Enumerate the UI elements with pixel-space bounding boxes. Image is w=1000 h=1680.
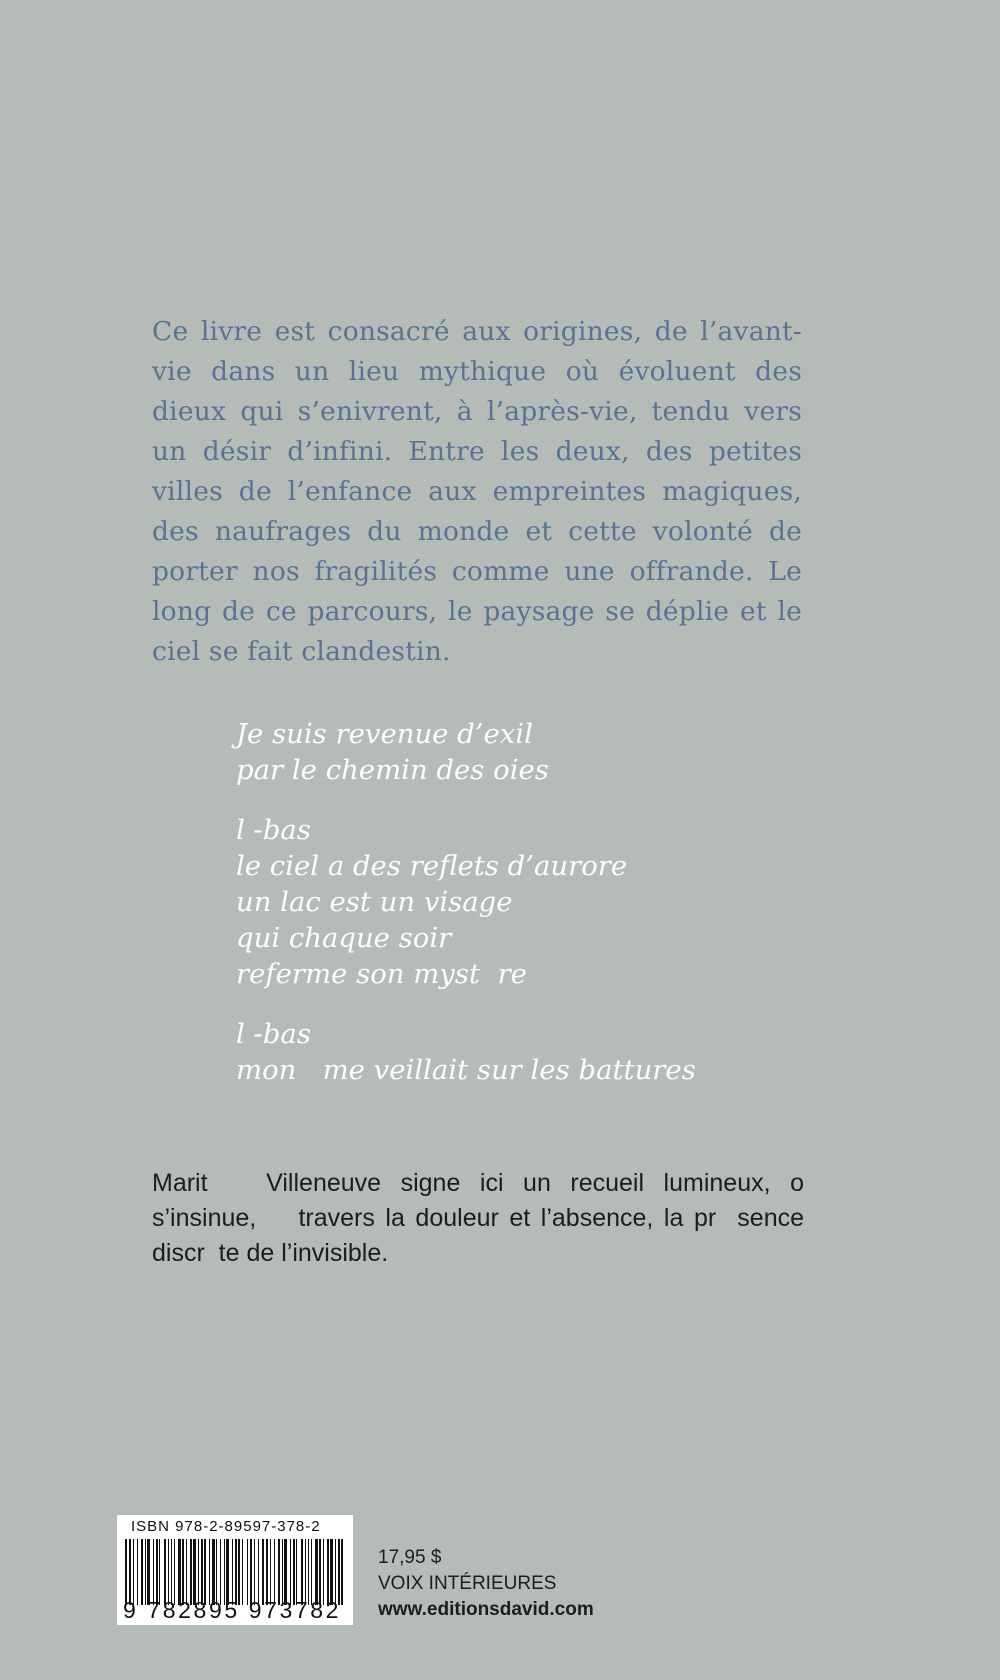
barcode-bars-graphic <box>125 1539 345 1605</box>
barcode-bar <box>319 1539 321 1605</box>
poem-line: mon me veillait sur les battures <box>236 1054 696 1086</box>
barcode-bar <box>301 1539 303 1605</box>
barcode-bar <box>193 1539 196 1605</box>
publisher-website: www.editionsdavid.com <box>378 1599 594 1620</box>
barcode-bar <box>278 1539 280 1605</box>
barcode-bar <box>164 1539 166 1605</box>
barcode-bar <box>125 1539 127 1605</box>
barcode-bar <box>311 1539 312 1605</box>
barcode-bar <box>153 1539 154 1605</box>
barcode-bar <box>204 1539 206 1605</box>
poem-line: un lac est un visage <box>236 886 513 918</box>
barcode-bar <box>254 1539 255 1605</box>
collection-name: VOIX INTÉRIEURES <box>378 1573 557 1594</box>
barcode-bar <box>168 1539 169 1605</box>
barcode-bar <box>238 1539 240 1605</box>
barcode-bar <box>305 1539 306 1605</box>
poem-excerpt <box>236 716 836 1112</box>
barcode-bar <box>293 1539 295 1605</box>
barcode-bar <box>266 1539 268 1605</box>
barcode-bar <box>315 1539 318 1605</box>
barcode-bar <box>212 1539 215 1605</box>
barcode-bar <box>274 1539 275 1605</box>
poem-line: par le chemin des oies <box>236 754 549 786</box>
barcode-bar <box>335 1539 336 1605</box>
barcode-bar <box>330 1539 333 1605</box>
barcode-bar <box>147 1539 150 1605</box>
barcode-bar <box>198 1539 199 1605</box>
poem-line: qui chaque soir <box>236 922 452 954</box>
price: 17,95 $ <box>378 1547 442 1568</box>
poem-line: referme son myst re <box>236 958 527 990</box>
author-note: Marit Villeneuve signe ici un recueil lumineux, o s’insinue, travers la douleur et l’absence, la pr sence discr te de l’invisible. <box>152 1169 818 1267</box>
barcode-bar <box>308 1539 309 1605</box>
barcode-bar <box>209 1539 210 1605</box>
poem-line: l -bas <box>236 814 311 846</box>
barcode-bar <box>250 1539 252 1605</box>
barcode-bar <box>182 1539 184 1605</box>
barcode-bar <box>159 1539 160 1605</box>
barcode-bar <box>247 1539 248 1605</box>
barcode-bar <box>284 1539 287 1605</box>
barcode-bar <box>220 1539 221 1605</box>
barcode-bar <box>190 1539 192 1605</box>
barcode-bar <box>323 1539 324 1605</box>
barcode-bar <box>232 1539 233 1605</box>
barcode-bar <box>262 1539 264 1605</box>
poem-line: l -bas <box>236 1018 311 1050</box>
barcode-bar <box>258 1539 259 1605</box>
barcode-bar <box>341 1539 343 1605</box>
barcode-bar <box>174 1539 175 1605</box>
poem-stanza-2 <box>236 812 836 992</box>
poem-line: Je suis revenue d’exil <box>236 718 533 750</box>
barcode-bar <box>235 1539 237 1605</box>
barcode-bar <box>282 1539 283 1605</box>
barcode-bar <box>171 1539 172 1605</box>
barcode-bar <box>186 1539 187 1605</box>
barcode-bar <box>224 1539 225 1605</box>
barcode-bar <box>216 1539 217 1605</box>
isbn-barcode <box>117 1515 353 1625</box>
barcode-bar <box>327 1539 329 1605</box>
isbn-label: ISBN 978-2-89597-378-2 <box>131 1518 321 1535</box>
barcode-bar <box>226 1539 229 1605</box>
poem-stanza-3 <box>236 1016 836 1088</box>
barcode-bar <box>270 1539 271 1605</box>
barcode-bar <box>141 1539 143 1605</box>
barcode-bar <box>201 1539 203 1605</box>
poem-line: le ciel a des reflets d’aurore <box>236 850 628 882</box>
barcode-bar <box>178 1539 181 1605</box>
barcode-bar <box>338 1539 340 1605</box>
price-block <box>378 1545 594 1623</box>
barcode-bar <box>290 1539 291 1605</box>
barcode-digits: 9 782895 973782 <box>123 1597 342 1623</box>
barcode-bar <box>137 1539 138 1605</box>
barcode-bar <box>129 1539 131 1605</box>
barcode-bar <box>133 1539 134 1605</box>
barcode-bar <box>156 1539 158 1605</box>
book-blurb: Ce livre est consacré aux origines, de l’avant-vie dans un lieu mythique où évoluent des dieux qui s’enivrent, à l’après-vie, tendu vers un désir d’infini. Entre les deux, des petites villes de l’enfance aux empreintes magiques, des naufrages du monde et cette volonté de porter nos fragilités comme une offrande. Le long de ce parcours, le paysage se déplie et le ciel se fait clandestin. <box>152 316 802 667</box>
barcode-bar <box>145 1539 146 1605</box>
poem-stanza-1 <box>236 716 836 788</box>
barcode-bar <box>242 1539 243 1605</box>
barcode-bar <box>296 1539 297 1605</box>
